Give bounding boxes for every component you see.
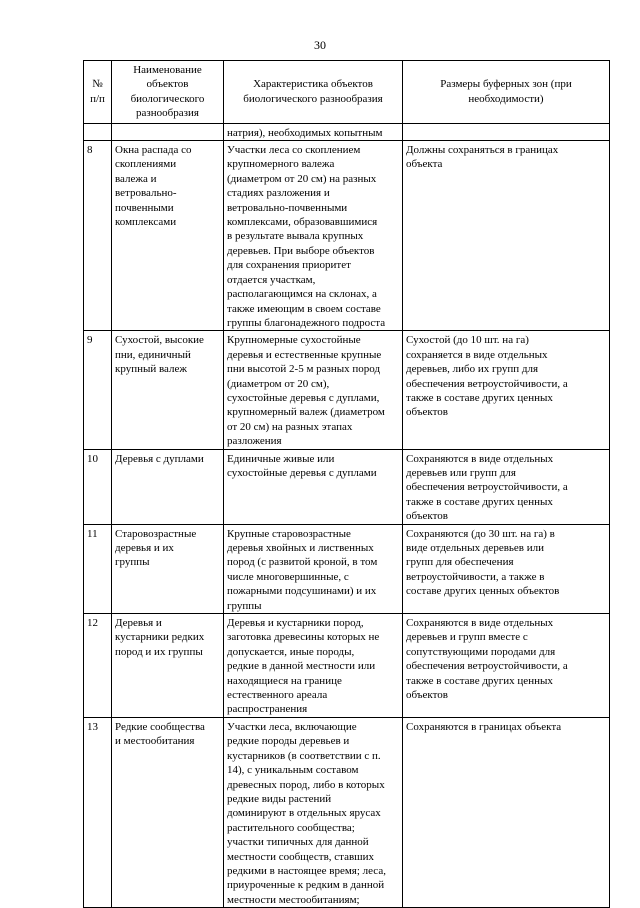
continuation-buffer xyxy=(403,123,610,140)
row-object-name: Деревья и кустарники редких пород и их группы xyxy=(112,614,224,718)
continuation-name xyxy=(112,123,224,140)
row-number: 8 xyxy=(84,141,112,331)
table-row xyxy=(84,614,610,718)
table-row xyxy=(84,331,610,449)
row-number: 11 xyxy=(84,524,112,613)
row-characteristic: Единичные живые или сухостойные деревья с дуплами xyxy=(224,449,403,524)
row-number: 13 xyxy=(84,717,112,907)
row-buffer-size: Сохраняются в границах объекта xyxy=(403,717,610,907)
row-buffer-size: Сохраняются в виде отдельных деревьев или групп для обеспечения ветроустойчивости, а также в составе других ценных объектов xyxy=(403,449,610,524)
row-object-name: Окна распада со скоплениями валежа и ветровально- почвенными комплексами xyxy=(112,141,224,331)
row-number: 9 xyxy=(84,331,112,449)
row-buffer-size: Сохраняются в виде отдельных деревьев и групп вместе с сопутствующими породами для обеспечения ветроустойчивости, а также в составе других ценных объектов xyxy=(403,614,610,718)
header-number: № п/п xyxy=(84,61,112,124)
biodiversity-table xyxy=(83,60,610,908)
table-row xyxy=(84,717,610,907)
row-characteristic: Крупномерные сухостойные деревья и естественные крупные пни высотой 2-5 м разных пород (диаметром от 20 см), сухостойные деревья с дуплами, крупномерный валеж (диаметром от 20 см) на разных этапах разложения xyxy=(224,331,403,449)
row-object-name: Старовозрастные деревья и их группы xyxy=(112,524,224,613)
row-buffer-size: Сухостой (до 10 шт. на га) сохраняется в виде отдельных деревьев, либо их групп для обеспечения ветроустойчивости, а также в составе других ценных объектов xyxy=(403,331,610,449)
row-object-name: Сухостой, высокие пни, единичный крупный валеж xyxy=(112,331,224,449)
row-number: 10 xyxy=(84,449,112,524)
header-object-name: Наименование объектов биологического разнообразия xyxy=(112,61,224,124)
page-number: 30 xyxy=(314,38,326,52)
header-buffer-size: Размеры буферных зон (при необходимости) xyxy=(403,61,610,124)
table-header-row xyxy=(84,61,610,124)
row-characteristic: Крупные старовозрастные деревья хвойных и лиственных пород (с развитой кроной, в том числе многовершинные, с пожарными подсушинами) и их группы xyxy=(224,524,403,613)
continuation-row xyxy=(84,123,610,140)
continuation-characteristic: натрия), необходимых копытным xyxy=(224,123,403,140)
row-object-name: Деревья с дуплами xyxy=(112,449,224,524)
continuation-num xyxy=(84,123,112,140)
header-characteristic: Характеристика объектов биологического разнообразия xyxy=(224,61,403,124)
row-buffer-size: Должны сохраняться в границах объекта xyxy=(403,141,610,331)
table-row xyxy=(84,141,610,331)
row-characteristic: Участки леса со скоплением крупномерного валежа (диаметром от 20 см) на разных стадиях разложения и ветровально-почвенными комплексами, образовавшимися в результате вывала крупных деревьев. При выборе объектов для сохранения приоритет отдается участкам, располагающимся на склонах, а также имеющим в своем составе группы благонадежного подроста xyxy=(224,141,403,331)
row-number: 12 xyxy=(84,614,112,718)
row-characteristic: Участки леса, включающие редкие породы деревьев и кустарников (в соответствии с п. 14), с уникальным составом древесных пород, либо в которых редкие виды растений доминируют в отдельных ярусах растительного сообщества; участки типичных для данной местности сообществ, ставших редкими в настоящее время; леса, приуроченные к редким в данной местности местообитаниям; xyxy=(224,717,403,907)
row-buffer-size: Сохраняются (до 30 шт. на га) в виде отдельных деревьев или групп для обеспечения ветроустойчивости, а также в составе других ценных объектов xyxy=(403,524,610,613)
table-row xyxy=(84,524,610,613)
row-characteristic: Деревья и кустарники пород, заготовка древесины которых не допускается, иные породы, редкие в данной местности или находящиеся на границе естественного ареала распространения xyxy=(224,614,403,718)
row-object-name: Редкие сообщества и местообитания xyxy=(112,717,224,907)
table-row xyxy=(84,449,610,524)
